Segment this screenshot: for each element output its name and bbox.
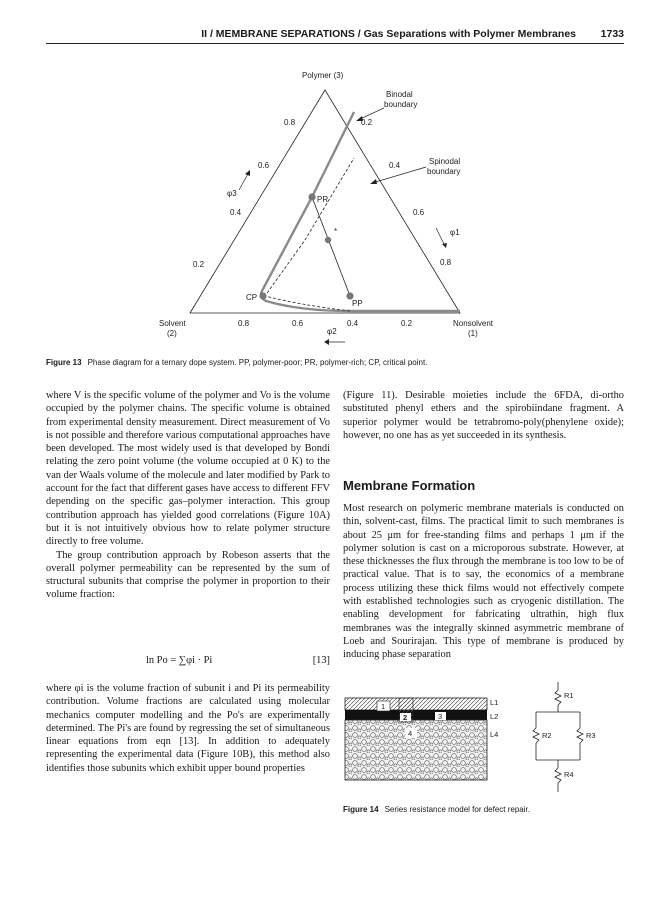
spinodal-label-line2: boundary [427, 167, 461, 176]
ternary-diagram-svg [150, 60, 530, 350]
left-tick-label: 0.2 [193, 260, 205, 269]
binodal-label-line1: Binodal [386, 90, 413, 99]
resistor-r2 [533, 728, 539, 743]
resistor-r4 [555, 768, 561, 783]
phi2-arrow-head [324, 339, 329, 345]
body-paragraph: where φi is the volume fraction of subunit i and Pi its permeability contribution. Volume fractions are calculated using molecular mechanics computer modelling and the Po's are experimentally determined. The Pi's are found by regressing the set of simultaneous linear equations from eqn [13]. In addition to adequately representing the experimental data (Figure 10B), this method also identifies those subunits which exhibit upper bound properties [46, 683, 330, 774]
point-cp-label: CP [246, 293, 258, 302]
left-tick-label: 0.4 [230, 208, 242, 217]
point-pr-label: PR [317, 195, 329, 204]
figure-13-phase-diagram [150, 60, 530, 350]
resistor-label: R4 [564, 770, 574, 779]
layer-label: 1 [381, 702, 386, 711]
layer-label: 3 [438, 712, 443, 721]
phi1-label: φ1 [450, 228, 460, 237]
point-cp-marker [259, 292, 266, 299]
point-mid-marker [325, 237, 331, 243]
resistor-label: R2 [542, 731, 552, 740]
right-tick-label: 0.2 [361, 118, 373, 127]
resistor-label: R3 [586, 731, 596, 740]
phi2-label: φ2 [327, 327, 337, 336]
body-paragraph: Most research on polymeric membrane materials is conducted on thin, solvent-cast, films. The practical limit to such membranes is about 25 μm for free-standing films and perhaps 1 μm if the polymer solution is cast on a microporous substrate. However, at these thicknesses the flux through the membrane is too low to be of practical value. That is to say, the economics of a membrane process utilizing these thick films would not effectively compete with established technologies such as cryogenic distillation. The enabling development for fabricating ultrathin, high flux membranes was the integrally skinned asymmetric membrane of Loeb and Sourirajan. This type of membrane is produced by inducing phase separation [343, 503, 624, 661]
body-paragraph: where V is the specific volume of the polymer and Vo is the volume occupied by the polymer chains. The specific volume is obtained from experimental density measurement. Direct measurement of Vo is not possible and therefore various computational approaches have been developed. The most widely used is that developed by Bondi relating the zero point volume (the volume occupied at 0 K) to the van der Waals volume of the molecule and later modified by Park to account for the fact that different gases have access to different FFV depending on the specific gas–polymer interaction. This group contribution approach has yielded good correlations (Figure 10A) but it is not intuitively obvious how to relate polymer structure directly to free volume. [46, 390, 330, 548]
left-tick-label: 0.6 [258, 161, 270, 170]
phi1-arrow [436, 228, 445, 246]
phi1-arrow-head [442, 243, 447, 248]
binodal-label-line2: boundary [384, 100, 418, 109]
page-number: 1733 [600, 28, 624, 40]
binodal-curve [261, 112, 460, 311]
figure-14-caption-label: Figure 14 [343, 805, 379, 814]
thickness-label: L2 [490, 712, 499, 721]
point-pp-label: PP [352, 299, 363, 308]
phi3-label: φ3 [227, 189, 237, 198]
equation-formula: ln Po = ∑φi · Pi [146, 655, 213, 666]
spinodal-arrow-head [370, 179, 377, 184]
body-paragraph: (Figure 11). Desirable moieties include the 6FDA, di-ortho substituted phenyl ethers and the spirobiindane fragment. A superior polymer would be tetrabromo-poly(phenylene oxide); however, no one has as yet succeeded in its synthesis. [343, 390, 624, 441]
figure-13-caption-label: Figure 13 [46, 358, 82, 367]
layer-label: 2 [403, 713, 408, 722]
left-column-bottom [46, 682, 330, 775]
vertex-solvent-label: Solvent [159, 319, 186, 328]
left-tick-label: 0.8 [284, 118, 296, 127]
point-star-label: * [334, 227, 338, 236]
resistor-r3 [577, 728, 583, 743]
right-column-body [343, 502, 624, 662]
equation-number: [13] [312, 655, 330, 666]
bottom-tick-label: 0.4 [347, 319, 359, 328]
right-tick-label: 0.4 [389, 161, 401, 170]
vertex-nonsolvent-label: Nonsolvent [453, 319, 494, 328]
thickness-label: L4 [490, 730, 499, 739]
vertex-nonsolvent-number: (1) [468, 329, 478, 338]
spinodal-label-line1: Spinodal [429, 157, 461, 166]
equation-13 [46, 655, 330, 669]
point-pr-marker [308, 193, 315, 200]
figure-14-caption [343, 805, 530, 814]
spinodal-curve [265, 158, 354, 311]
left-column-top [46, 389, 330, 602]
figure-13-caption [46, 358, 427, 367]
figure-14-caption-text: Series resistance model for defect repair. [384, 805, 530, 814]
thickness-label: L1 [490, 698, 499, 707]
vertex-polymer-label: Polymer (3) [302, 71, 344, 80]
resistance-model-svg [343, 676, 624, 801]
layer-1-coating [345, 698, 487, 710]
bottom-tick-label: 0.2 [401, 319, 413, 328]
running-header [46, 27, 624, 44]
tie-line [312, 197, 350, 296]
header-title: II / MEMBRANE SEPARATIONS / Gas Separations with Polymer Membranes [201, 28, 576, 40]
right-tick-label: 0.6 [413, 208, 425, 217]
figure-14-resistance-model [343, 676, 624, 801]
right-column-top [343, 389, 624, 442]
layer-2-skin [345, 710, 487, 720]
resistor-label: R1 [564, 691, 574, 700]
bottom-tick-label: 0.6 [292, 319, 304, 328]
layer-label: 4 [408, 729, 413, 738]
figure-13-caption-text: Phase diagram for a ternary dope system. PP, polymer-poor; PR, polymer-rich; CP, critical point. [87, 358, 428, 367]
bottom-tick-label: 0.8 [238, 319, 250, 328]
body-paragraph: The group contribution approach by Robeson asserts that the overall polymer permeability can be represented by the sum of structural subunits that comprise the polymer in proportion to their volume fraction: [46, 549, 330, 601]
section-heading: Membrane Formation [343, 478, 476, 493]
vertex-solvent-number: (2) [167, 329, 177, 338]
resistor-r1 [555, 690, 561, 705]
right-tick-label: 0.8 [440, 258, 452, 267]
